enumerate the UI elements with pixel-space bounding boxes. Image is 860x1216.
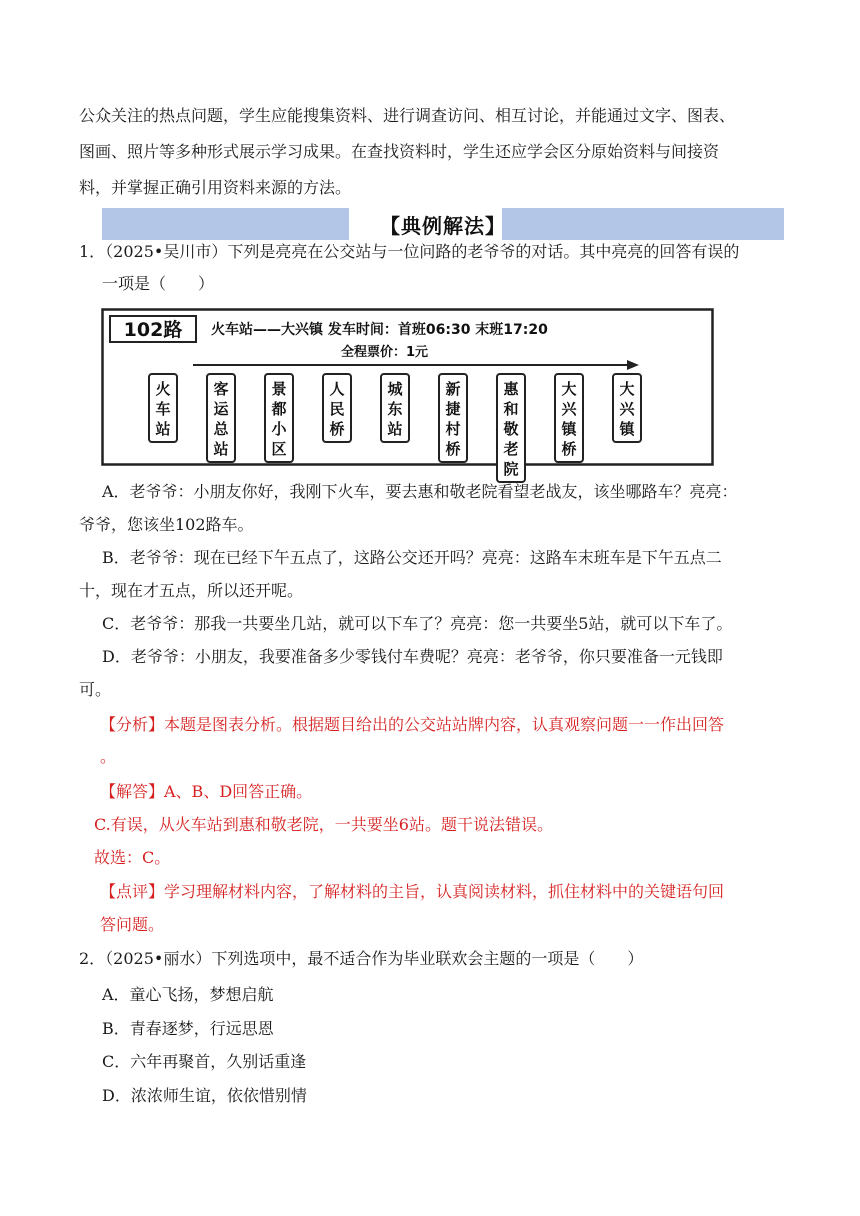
bus-stop-1	[149, 374, 177, 442]
section-title: 【典例解法】	[380, 213, 506, 238]
q1-stem-line-2: 一项是（ ）	[102, 274, 215, 293]
section-banner	[102, 208, 784, 240]
banner-bar-right	[502, 208, 784, 240]
analysis-line-1: 【分析】本题是图表分析。根据题目给出的公交站站牌内容，认真观察问题一一作出回答	[100, 715, 725, 734]
intro-line-2: 图画、照片等多种形式展示学习成果。在查找资料时，学生还应学会区分原始资料与间接资	[79, 142, 720, 161]
q1-option-a-line-2: 爷爷，您该坐102路车。	[79, 515, 254, 534]
stops-group	[149, 374, 641, 482]
analysis-line-2: 。	[100, 747, 117, 766]
bus-stop-7	[497, 374, 525, 482]
route-number: 102路	[123, 319, 183, 341]
q1-option-d-line-1: D．老爷爷：小朋友，我要准备多少零钱付车费呢？亮亮：老爷爷，你只要准备一元钱即	[102, 647, 723, 666]
bus-stop-8	[555, 374, 583, 462]
choice-line: 故选：C。	[94, 848, 171, 867]
bus-sign-figure	[101, 308, 714, 478]
bus-stop-label: 新捷村桥	[445, 380, 461, 458]
q2-option-c: C．六年再聚首，久别话重逢	[102, 1052, 307, 1071]
q1-option-c-line: C．老爷爷：那我一共要坐几站，就可以下车了？亮亮：您一共要坐5站，就可以下车了。	[102, 614, 733, 633]
bus-stop-4	[323, 374, 351, 442]
q1-option-d-line-2: 可。	[79, 680, 112, 699]
bus-stop-label: 大兴镇	[619, 380, 635, 438]
q2-stem: 2．（2025•丽水）下列选项中，最不适合作为毕业联欢会主题的一项是（ ）	[79, 949, 644, 968]
q1-stem-line-1: 1．（2025•吴川市）下列是亮亮在公交站与一位问路的老爷爷的对话。其中亮亮的回答有误的	[79, 242, 740, 261]
q2-option-a: A．童心飞扬，梦想启航	[102, 985, 274, 1004]
bus-stop-5	[381, 374, 409, 442]
answer-line-2: C.有误，从火车站到惠和敬老院，一共要坐6站。题干说法错误。	[94, 815, 553, 834]
q2-option-b: B．青春逐梦，行远思恩	[102, 1019, 274, 1038]
bus-stop-6	[439, 374, 467, 462]
bus-stop-3	[265, 374, 293, 462]
intro-line-3: 料，并掌握正确引用资料来源的方法。	[79, 178, 352, 197]
answer-line-1: 【解答】A、B、D回答正确。	[100, 782, 313, 801]
q2-option-d: D．浓浓师生谊，依依惜别情	[102, 1086, 307, 1105]
bus-stop-label: 城东站	[387, 380, 403, 438]
comment-line-2: 答问题。	[100, 915, 165, 934]
bus-stop-2	[207, 374, 235, 462]
bus-stop-9	[613, 374, 641, 442]
q1-option-b-line-1: B．老爷爷：现在已经下午五点了，这路公交还开吗？亮亮：这路车末班车是下午五点二	[102, 548, 722, 567]
comment-line-1: 【点评】学习理解材料内容，了解材料的主旨，认真阅读材料，抓住材料中的关键语句回	[100, 882, 725, 901]
q1-option-a-line-1: A．老爷爷：小朋友你好，我刚下火车，要去惠和敬老院看望老战友，该坐哪路车？亮亮：	[102, 482, 738, 501]
banner-bar-left	[102, 208, 349, 240]
intro-line-1: 公众关注的热点问题，学生应能搜集资料、进行调查访问、相互讨论，并能通过文字、图表、	[79, 106, 736, 125]
bus-stop-label: 惠和敬老院	[503, 380, 519, 478]
route-header: 火车站——大兴镇 发车时间：首班06:30 末班17:20	[211, 322, 548, 338]
bus-stop-label: 客运总站	[213, 380, 229, 458]
bus-stop-label: 火车站	[155, 380, 171, 438]
bus-stop-label: 人民桥	[329, 380, 345, 438]
bus-stop-label: 大兴镇桥	[561, 380, 577, 458]
fare-text: 全程票价：1元	[341, 345, 429, 360]
q1-option-b-line-2: 十，现在才五点，所以还开呢。	[79, 581, 304, 600]
bus-stop-label: 景都小区	[271, 380, 287, 458]
